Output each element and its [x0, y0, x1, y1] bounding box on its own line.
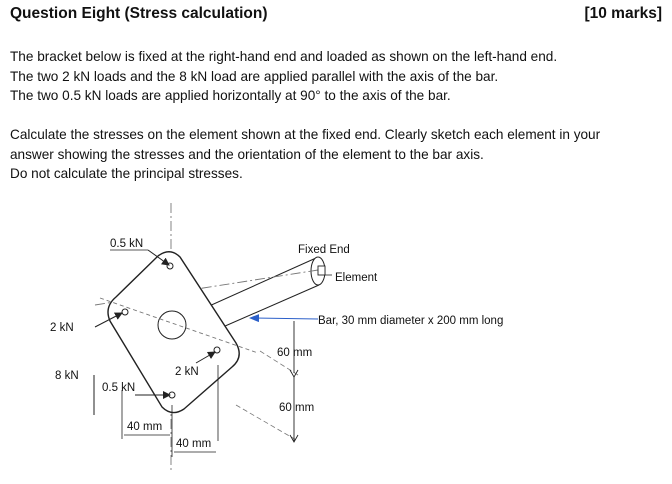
label-8kn: 8 kN — [55, 370, 79, 382]
paragraph-line: answer showing the stresses and the orientation of the element to the bar axis. — [10, 146, 484, 162]
bracket-hole — [158, 311, 186, 339]
question-title: Question Eight (Stress calculation) — [10, 5, 268, 22]
label-2kn-center: 2 kN — [175, 366, 199, 378]
paragraph-line: The two 0.5 kN loads are applied horizontally at 90° to the axis of the bar. — [10, 88, 451, 103]
label-40mm-left: 40 mm — [127, 421, 163, 433]
paragraph-loads — [10, 47, 557, 106]
label-60mm-lower: 60 mm — [279, 402, 315, 414]
label-0-5kn-bottom: 0.5 kN — [102, 382, 136, 394]
element-marker — [318, 266, 332, 275]
paragraph-line: Calculate the stresses on the element shown at the fixed end. Clearly sketch each element in your — [10, 127, 601, 142]
label-40mm-right: 40 mm — [176, 438, 212, 450]
label-bar-description: Bar, 30 mm diameter x 200 mm long — [318, 315, 504, 327]
label-element: Element — [335, 272, 378, 284]
paragraph-line: The bracket below is fixed at the right-hand end and loaded as shown on the left-hand end. — [10, 49, 558, 64]
label-2kn-left: 2 kN — [50, 322, 74, 334]
question-header — [10, 5, 662, 27]
label-fixed-end: Fixed End — [298, 244, 350, 256]
label-60mm-upper: 60 mm — [277, 347, 313, 359]
paragraph-instructions — [10, 125, 600, 184]
label-0-5kn-top: 0.5 kN — [110, 238, 144, 250]
bar-leader-arrow — [250, 318, 318, 319]
paragraph-line: The two 2 kN loads and the 8 kN load are applied parallel with the axis of the bar. — [10, 68, 499, 84]
question-marks: [10 marks] — [584, 5, 662, 22]
bracket-diagram — [0, 195, 672, 484]
paragraph-line: Do not calculate the principal stresses. — [10, 166, 243, 181]
load-point-left — [122, 309, 128, 315]
